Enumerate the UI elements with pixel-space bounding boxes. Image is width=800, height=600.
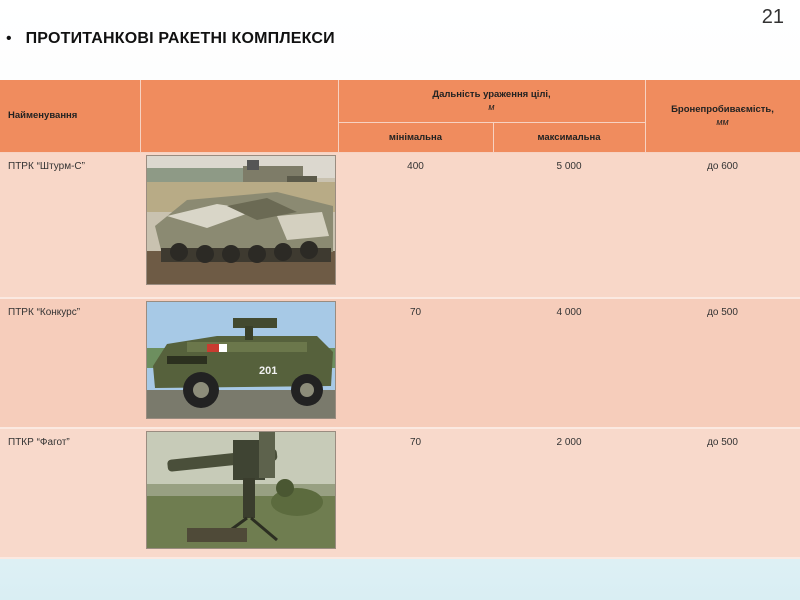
page-number: 21 [761, 6, 784, 28]
hull-number: 201 [259, 364, 278, 377]
weapons-table-container [0, 80, 800, 558]
slide-title-row [6, 30, 335, 48]
weapons-table [0, 80, 800, 559]
header-max: максимальна [493, 122, 645, 152]
row-name: ПТРК “Конкурс” [0, 298, 140, 428]
bullet-icon: • [6, 30, 12, 47]
header-armor-label: Бронепробиваємість, [671, 103, 774, 115]
row-image-cell [140, 152, 338, 298]
row-max-range: 5 000 [493, 152, 645, 298]
konkurs-brdm-photo [146, 301, 336, 419]
table-row [0, 298, 800, 428]
slide-title: ПРОТИТАНКОВІ РАКЕТНІ КОМПЛЕКСИ [25, 30, 335, 47]
header-armor-unit: мм [716, 116, 729, 127]
row-image-cell [140, 428, 338, 558]
row-armor: до 600 [645, 152, 800, 298]
row-min-range: 400 [338, 152, 493, 298]
row-name: ПТКР “Фагот” [0, 428, 140, 558]
header-image [140, 80, 338, 152]
header-min: мінімальна [338, 122, 493, 152]
header-name: Найменування [0, 80, 140, 152]
row-min-range: 70 [338, 298, 493, 428]
header-armor [645, 80, 800, 152]
row-max-range: 2 000 [493, 428, 645, 558]
row-armor: до 500 [645, 298, 800, 428]
row-min-range: 70 [338, 428, 493, 558]
row-armor: до 500 [645, 428, 800, 558]
row-name: ПТРК “Штурм-С” [0, 152, 140, 298]
header-range-unit: м [488, 101, 495, 112]
header-range-label: Дальність ураження цілі, [432, 88, 551, 100]
row-max-range: 4 000 [493, 298, 645, 428]
shturm-s-vehicle-photo [146, 155, 336, 285]
table-row [0, 152, 800, 298]
table-row [0, 428, 800, 558]
header-range [338, 80, 645, 122]
row-image-cell [140, 298, 338, 428]
fagot-launcher-photo [146, 431, 336, 549]
